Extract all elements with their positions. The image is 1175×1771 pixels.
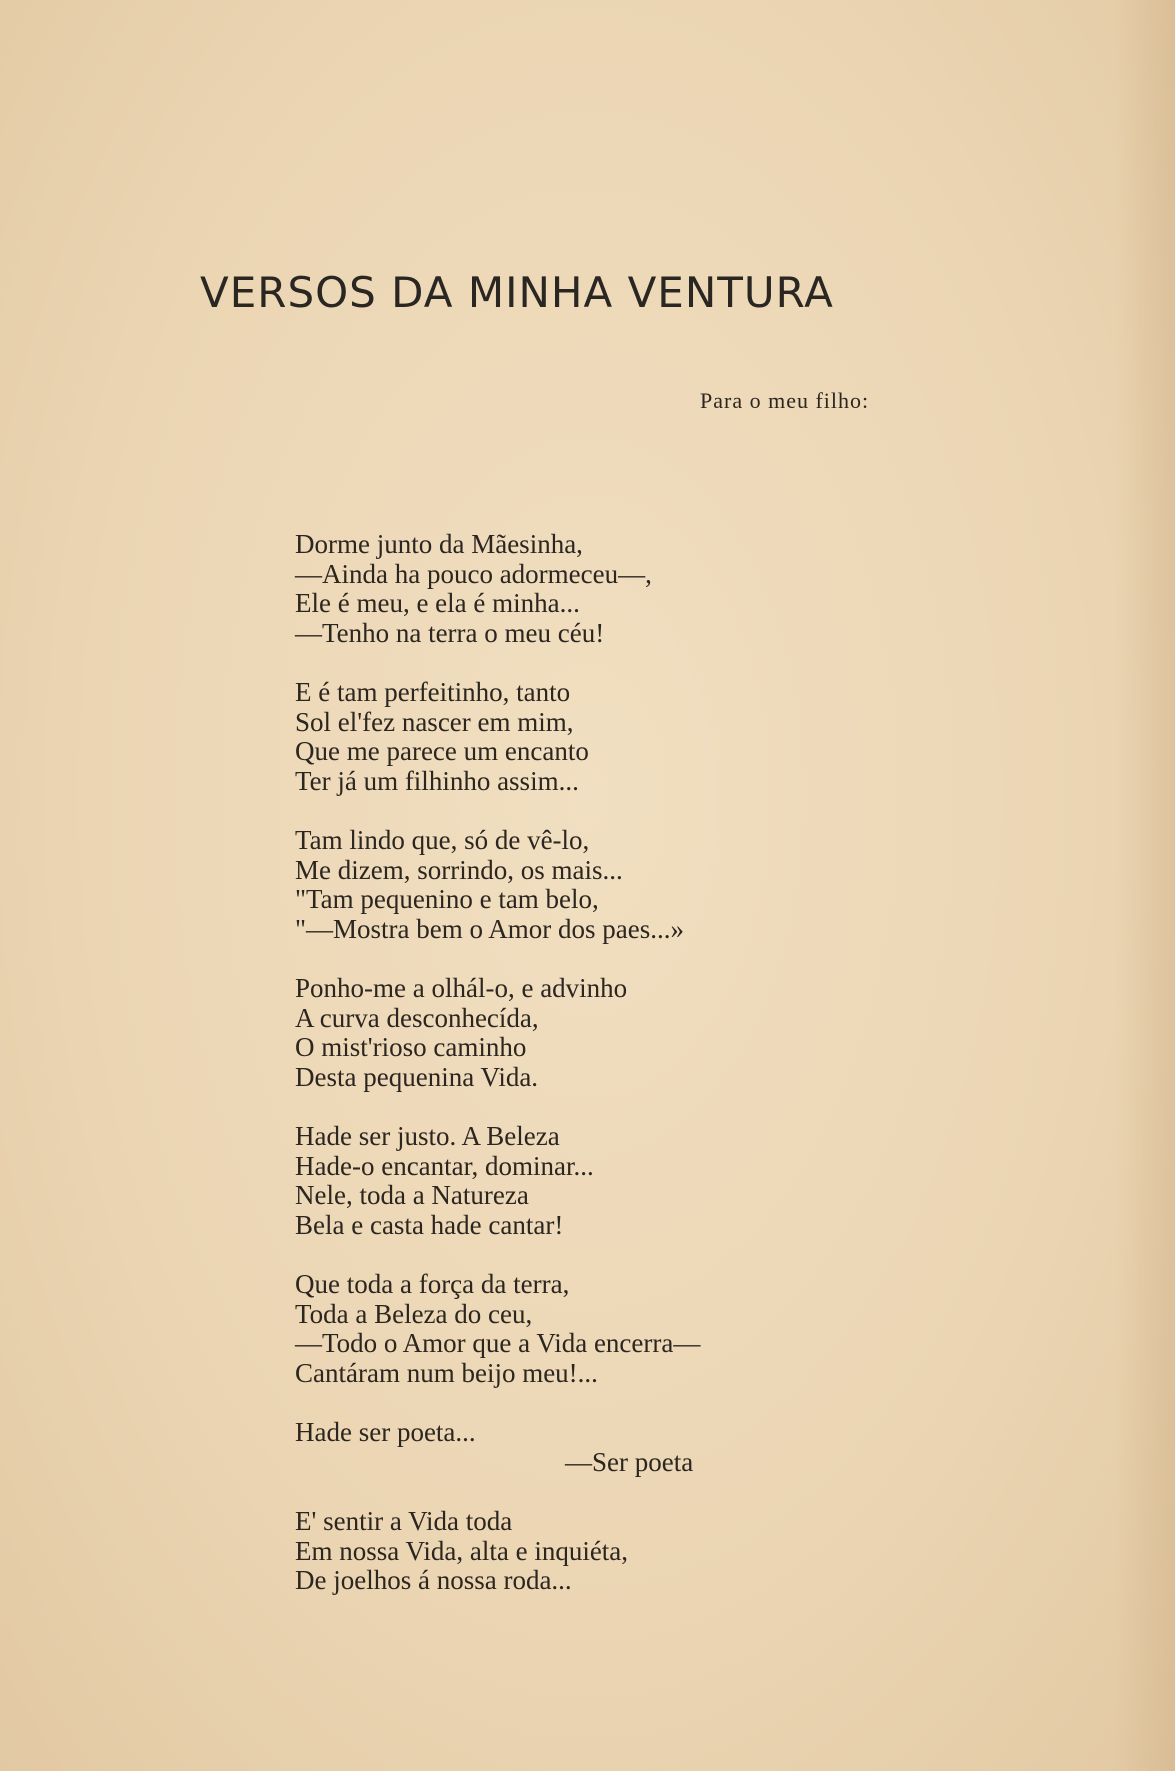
poem-line: Hade ser poeta... (295, 1417, 476, 1447)
poem-line: E' sentir a Vida toda (295, 1506, 513, 1536)
poem-line: "—Mostra bem o Amor dos paes...» (295, 913, 684, 944)
poem-line: Hade ser justo. A Beleza (295, 1121, 560, 1151)
poem-line: Bela e casta hade cantar! (295, 1209, 564, 1240)
poem-line: Ter já um filhinho assim... (295, 765, 579, 796)
poem-line: Tam lindo que, só de vê-lo, (295, 825, 590, 855)
poem-body (295, 530, 855, 1626)
poem-line: O mist'rioso caminho (295, 1032, 527, 1062)
poem-line: "Tam pequenino e tam belo, (295, 884, 599, 914)
poem-line: Que toda a força da terra, (295, 1269, 570, 1299)
stanza-4 (295, 974, 855, 1092)
poem-line: Desta pequenina Vida. (295, 1061, 539, 1092)
stanza-8 (295, 1507, 855, 1596)
poem-line: Cantáram num beijo meu!... (295, 1357, 598, 1388)
poem-line: —Todo o Amor que a Vida encerra— (295, 1328, 701, 1358)
stanza-7 (295, 1418, 855, 1477)
poem-line: Toda a Beleza do ceu, (295, 1298, 533, 1329)
poem-dedication: Para o meu filho: (700, 388, 870, 413)
poem-line: E é tam perfeitinho, tanto (295, 677, 571, 707)
poem-line: Que me parece um encanto (295, 736, 589, 766)
poem-line: Hade-o encantar, dominar... (295, 1150, 594, 1181)
poem-title: VERSOS DA MINHA VENTURA (200, 268, 834, 317)
stanza-6 (295, 1270, 855, 1388)
stanza-3 (295, 826, 855, 944)
poem-line: Ele é meu, e ela é minha... (295, 588, 580, 618)
poem-line: —Ainda ha pouco adormeceu—, (295, 558, 652, 589)
poem-line: De joelhos á nossa roda... (295, 1565, 572, 1595)
poem-line: A curva desconhecída, (295, 1002, 539, 1033)
poem-line: Ponho-me a olhál-o, e advinho (295, 973, 628, 1003)
stanza-1 (295, 530, 855, 648)
page-edge-shadow (1115, 0, 1175, 1771)
poem-line: Nele, toda a Natureza (295, 1180, 529, 1210)
poem-line: Dorme junto da Mãesinha, (295, 529, 583, 559)
poem-line-indented: —Ser poeta (565, 1446, 694, 1477)
poem-line: Em nossa Vida, alta e inquiéta, (295, 1535, 629, 1566)
poem-line: Me dizem, sorrindo, os mais... (295, 854, 623, 885)
stanza-5 (295, 1122, 855, 1240)
poem-line: Sol el'fez nascer em mim, (295, 706, 574, 737)
poem-line: —Tenho na terra o meu céu! (295, 617, 605, 648)
stanza-2 (295, 678, 855, 796)
